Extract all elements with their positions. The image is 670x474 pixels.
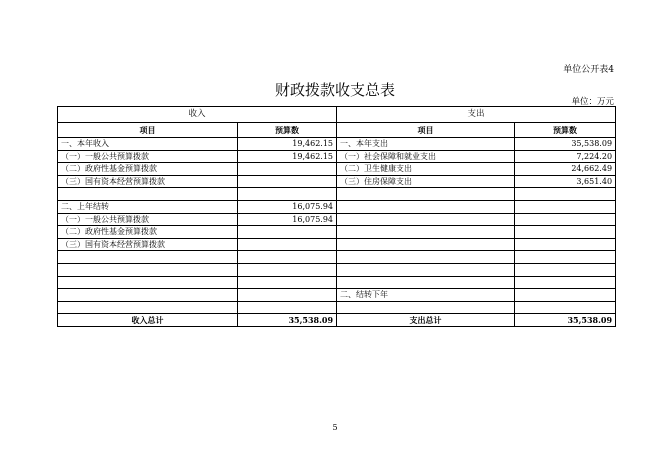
expense-item-cell: （二）卫生健康支出 xyxy=(337,163,515,176)
expense-item-cell: 二、结转下年 xyxy=(337,289,515,302)
expense-value-cell xyxy=(515,276,616,289)
expense-value-cell xyxy=(515,289,616,302)
section-header-row xyxy=(58,107,616,123)
table-number-tag: 单位公开表4 xyxy=(563,65,614,75)
table-row xyxy=(58,289,616,302)
income-item-cell: （三）国有资本经营预算拨款 xyxy=(58,238,238,251)
table-row xyxy=(58,226,616,239)
expense-value-cell xyxy=(515,301,616,314)
unit-note: 单位：万元 xyxy=(571,97,614,107)
expense-value-cell xyxy=(515,238,616,251)
expense-value-cell: 3,651.40 xyxy=(515,175,616,188)
income-value-cell xyxy=(238,163,337,176)
income-item-cell xyxy=(58,289,238,302)
income-item-cell xyxy=(58,188,238,201)
table-row xyxy=(58,263,616,276)
table-row xyxy=(58,238,616,251)
expense-item-cell xyxy=(337,226,515,239)
expense-item-cell xyxy=(337,238,515,251)
income-value-cell xyxy=(238,289,337,302)
expense-item-cell xyxy=(337,263,515,276)
income-value-cell xyxy=(238,175,337,188)
income-total-label: 收入总计 xyxy=(58,314,238,327)
expense-total-label: 支出总计 xyxy=(337,314,515,327)
expense-item-cell: （一）社会保障和就业支出 xyxy=(337,150,515,163)
income-item-cell xyxy=(58,251,238,264)
expense-item-cell xyxy=(337,276,515,289)
income-item-cell: （一）一般公共预算拨款 xyxy=(58,150,238,163)
income-value-cell xyxy=(238,263,337,276)
income-item-cell: 一、本年收入 xyxy=(58,138,238,151)
page-title: 财政拨款收支总表 xyxy=(274,81,395,99)
expense-item-cell: （三）住房保障支出 xyxy=(337,175,515,188)
expense-value-cell xyxy=(515,200,616,213)
totals-row xyxy=(58,314,616,327)
income-item-cell: （二）政府性基金预算拨款 xyxy=(58,163,238,176)
income-value-cell xyxy=(238,251,337,264)
income-value-cell: 16,075.94 xyxy=(238,213,337,226)
income-value-cell xyxy=(238,238,337,251)
expense-value-cell xyxy=(515,213,616,226)
income-item-header: 项目 xyxy=(58,123,238,138)
income-total-value: 35,538.09 xyxy=(238,314,337,327)
income-section-header: 收入 xyxy=(58,107,337,123)
income-budget-header: 预算数 xyxy=(238,123,337,138)
income-value-cell xyxy=(238,226,337,239)
expense-value-cell: 24,662.49 xyxy=(515,163,616,176)
expense-item-cell xyxy=(337,251,515,264)
income-value-cell: 19,462.15 xyxy=(238,138,337,151)
expense-section-header: 支出 xyxy=(337,107,616,123)
budget-table xyxy=(57,106,616,327)
table-row xyxy=(58,301,616,314)
income-value-cell xyxy=(238,276,337,289)
expense-item-cell xyxy=(337,213,515,226)
income-item-cell: （一）一般公共预算拨款 xyxy=(58,213,238,226)
income-item-cell xyxy=(58,276,238,289)
income-value-cell: 19,462.15 xyxy=(238,150,337,163)
income-item-cell xyxy=(58,301,238,314)
table-row xyxy=(58,276,616,289)
income-item-cell: （三）国有资本经营预算拨款 xyxy=(58,175,238,188)
income-item-cell: （二）政府性基金预算拨款 xyxy=(58,226,238,239)
expense-item-cell xyxy=(337,200,515,213)
expense-budget-header: 预算数 xyxy=(515,123,616,138)
expense-value-cell xyxy=(515,188,616,201)
expense-item-cell: 一、本年支出 xyxy=(337,138,515,151)
expense-total-value: 35,538.09 xyxy=(515,314,616,327)
column-header-row xyxy=(58,123,616,138)
expense-value-cell: 35,538.09 xyxy=(515,138,616,151)
expense-item-cell xyxy=(337,188,515,201)
income-item-cell xyxy=(58,263,238,276)
expense-item-header: 项目 xyxy=(337,123,515,138)
income-value-cell: 16,075.94 xyxy=(238,200,337,213)
table-row xyxy=(58,200,616,213)
income-value-cell xyxy=(238,301,337,314)
table-row xyxy=(58,175,616,188)
table-row xyxy=(58,188,616,201)
expense-value-cell xyxy=(515,251,616,264)
expense-value-cell xyxy=(515,226,616,239)
table-row xyxy=(58,251,616,264)
page-number: 5 xyxy=(332,423,338,432)
table-row xyxy=(58,138,616,151)
expense-item-cell xyxy=(337,301,515,314)
table-row xyxy=(58,150,616,163)
table-body xyxy=(58,138,616,327)
table-row xyxy=(58,213,616,226)
expense-value-cell: 7,224.20 xyxy=(515,150,616,163)
table-row xyxy=(58,163,616,176)
income-item-cell: 二、上年结转 xyxy=(58,200,238,213)
income-value-cell xyxy=(238,188,337,201)
expense-value-cell xyxy=(515,263,616,276)
